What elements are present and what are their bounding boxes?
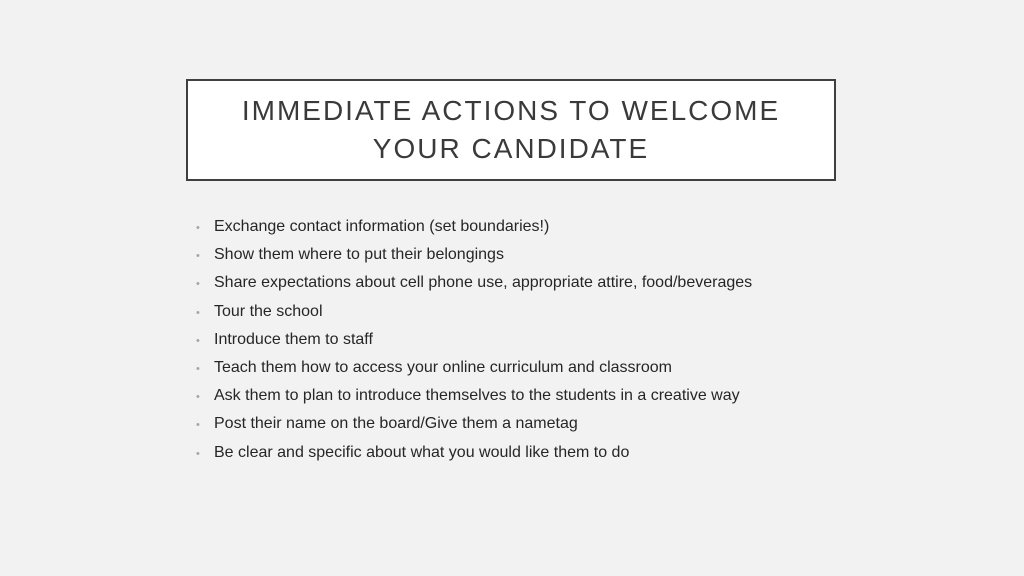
bullet-dot-icon: • xyxy=(196,334,200,347)
bullet-text: Teach them how to access your online curriculum and classroom xyxy=(214,358,672,376)
bullet-item xyxy=(196,387,896,415)
bullet-text: Share expectations about cell phone use, appropriate attire, food/beverages xyxy=(214,274,753,292)
bullet-item xyxy=(196,303,896,331)
bullet-item xyxy=(196,218,896,246)
slide-title: IMMEDIATE ACTIONS TO WELCOME YOUR CANDIDATE xyxy=(241,95,781,164)
bullet-list xyxy=(196,218,896,472)
bullet-text: Ask them to plan to introduce themselves to the students in a creative way xyxy=(214,387,740,405)
bullet-text: Tour the school xyxy=(214,302,323,320)
bullet-item xyxy=(196,246,896,274)
title-box xyxy=(186,79,836,181)
bullet-item xyxy=(196,331,896,359)
bullet-text: Post their name on the board/Give them a nametag xyxy=(214,415,578,433)
bullet-item xyxy=(196,444,896,472)
bullet-dot-icon: • xyxy=(196,447,200,460)
bullet-dot-icon: • xyxy=(196,222,200,234)
bullet-text: Be clear and specific about what you would like them to do xyxy=(214,443,630,461)
bullet-text: Exchange contact information (set boundaries!) xyxy=(214,218,550,235)
bullet-dot-icon: • xyxy=(196,362,200,375)
bullet-dot-icon: • xyxy=(196,419,200,432)
bullet-item xyxy=(196,415,896,443)
bullet-dot-icon: • xyxy=(196,391,200,404)
bullet-dot-icon: • xyxy=(196,278,200,291)
bullet-item xyxy=(196,274,896,302)
bullet-dot-icon: • xyxy=(196,306,200,319)
bullet-item xyxy=(196,359,896,387)
bullet-dot-icon: • xyxy=(196,250,200,263)
bullet-text: Show them where to put their belongings xyxy=(214,246,504,264)
bullet-text: Introduce them to staff xyxy=(214,330,373,348)
